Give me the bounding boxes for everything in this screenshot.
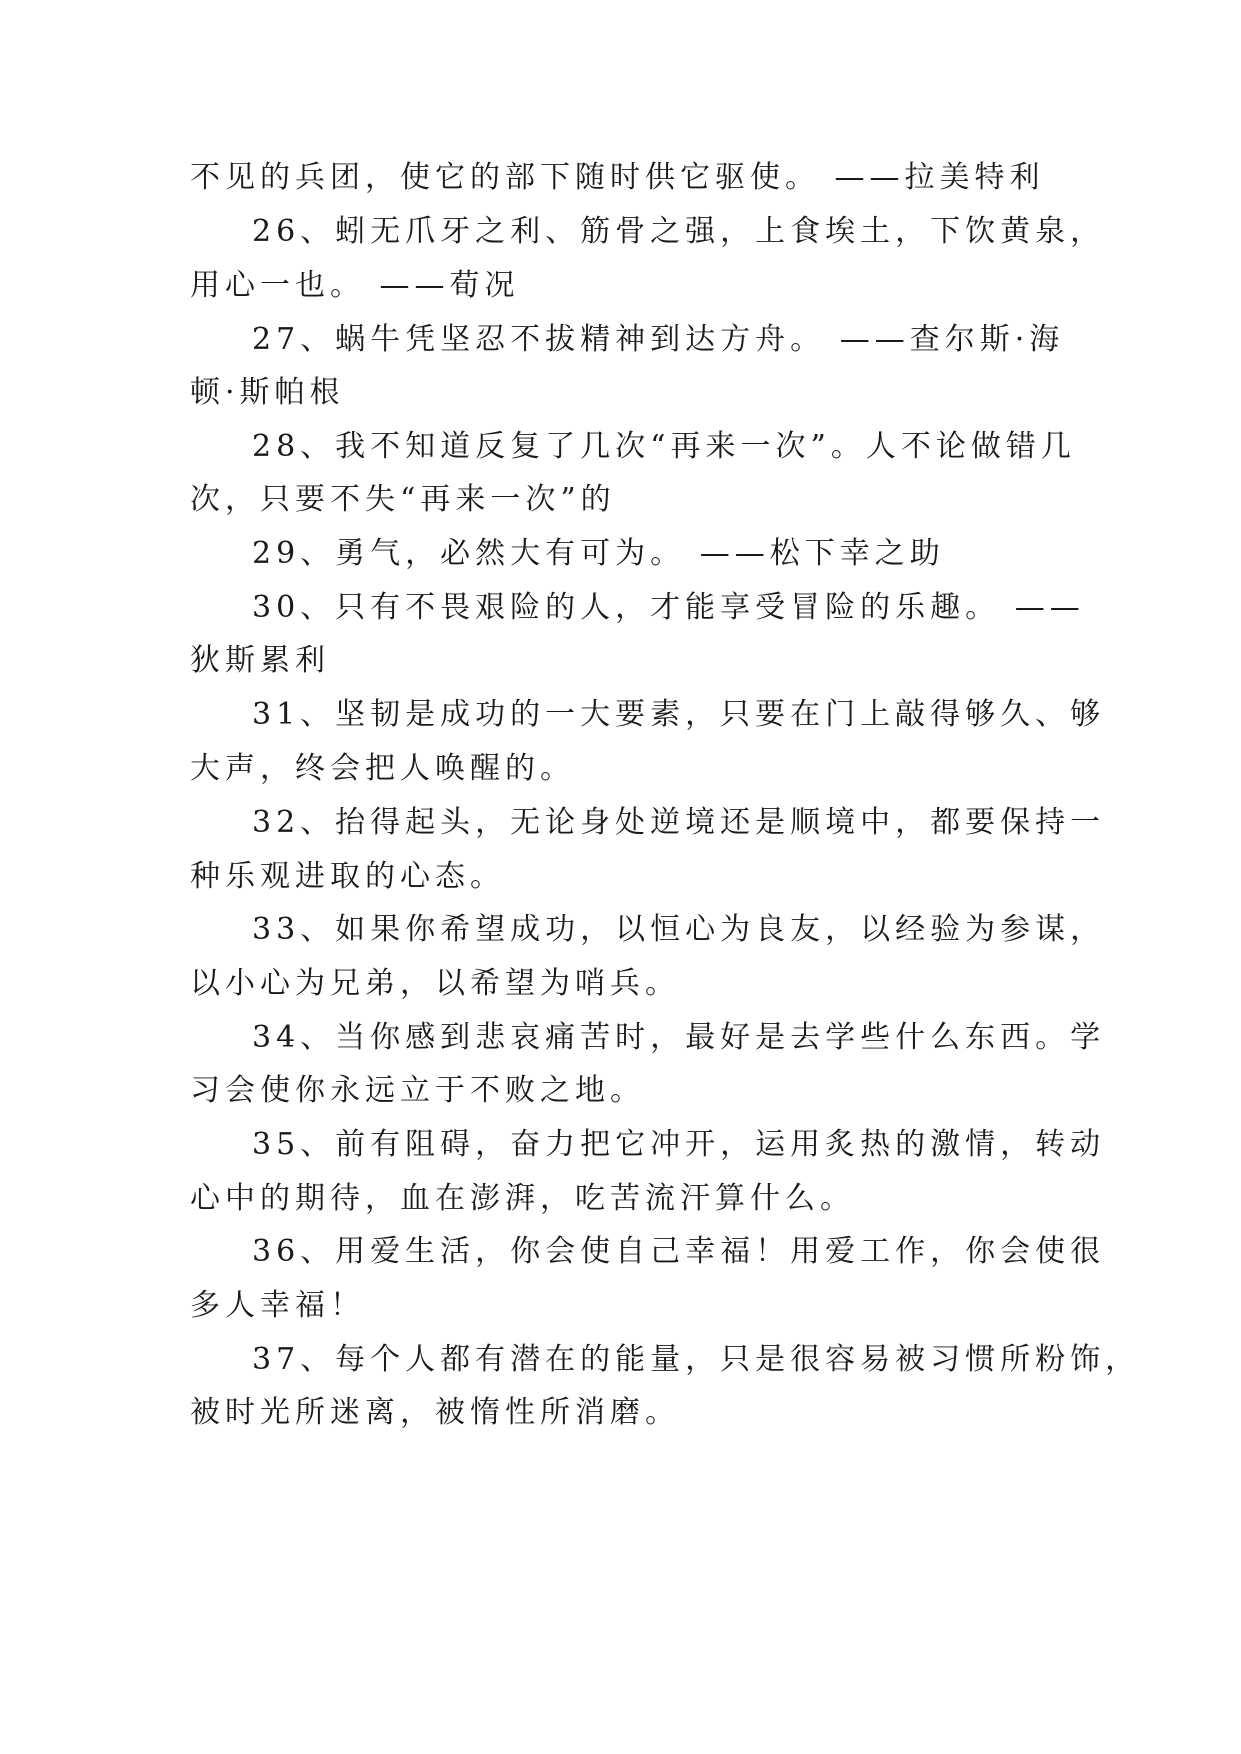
- text-line: 33、如果你希望成功，以恒心为良友，以经验为参谋，: [252, 912, 1106, 947]
- text-line: 27、蜗牛凭坚忍不拔精神到达方舟。 ——查尔斯·海: [252, 322, 1065, 357]
- text-line: 次，只要不失“再来一次”的: [190, 482, 616, 517]
- text-line: 35、前有阻碍，奋力把它冲开，运用炙热的激情，转动: [252, 1127, 1106, 1162]
- text-line: 26、蚓无爪牙之利、筋骨之强，上食埃土，下饮黄泉，: [252, 214, 1106, 249]
- text-line: 31、坚韧是成功的一大要素，只要在门上敲得够久、够: [252, 697, 1106, 732]
- text-line: 以小心为兄弟，以希望为哨兵。: [190, 966, 680, 1001]
- text-line: 习会使你永远立于不败之地。: [190, 1073, 645, 1108]
- text-line: 29、勇气，必然大有可为。 ——松下幸之助: [252, 536, 945, 571]
- text-line: 被时光所迷离，被惰性所消磨。: [190, 1395, 680, 1430]
- text-line: 36、用爱生活，你会使自己幸福！用爱工作，你会使很: [252, 1234, 1106, 1269]
- text-line: 34、当你感到悲哀痛苦时，最好是去学些什么东西。学: [252, 1020, 1106, 1055]
- text-line: 32、抬得起头，无论身处逆境还是顺境中，都要保持一: [252, 805, 1106, 840]
- text-line: 狄斯累利: [190, 643, 330, 678]
- text-line: 多人幸福！: [190, 1288, 365, 1323]
- text-line: 28、我不知道反复了几次“再来一次”。人不论做错几: [252, 429, 1076, 464]
- text-line: 不见的兵团，使它的部下随时供它驱使。 ——拉美特利: [190, 160, 1045, 195]
- text-line: 心中的期待，血在澎湃，吃苦流汗算什么。: [190, 1181, 855, 1216]
- text-line: 30、只有不畏艰险的人，才能享受冒险的乐趣。 ——: [252, 590, 1085, 625]
- text-line: 大声，终会把人唤醒的。: [190, 751, 575, 786]
- text-line: 顿·斯帕根: [190, 375, 345, 410]
- text-line: 种乐观进取的心态。: [190, 859, 505, 894]
- text-line: 用心一也。 ——荀况: [190, 268, 520, 303]
- text-line: 37、每个人都有潜在的能量，只是很容易被习惯所粉饰，: [252, 1342, 1141, 1377]
